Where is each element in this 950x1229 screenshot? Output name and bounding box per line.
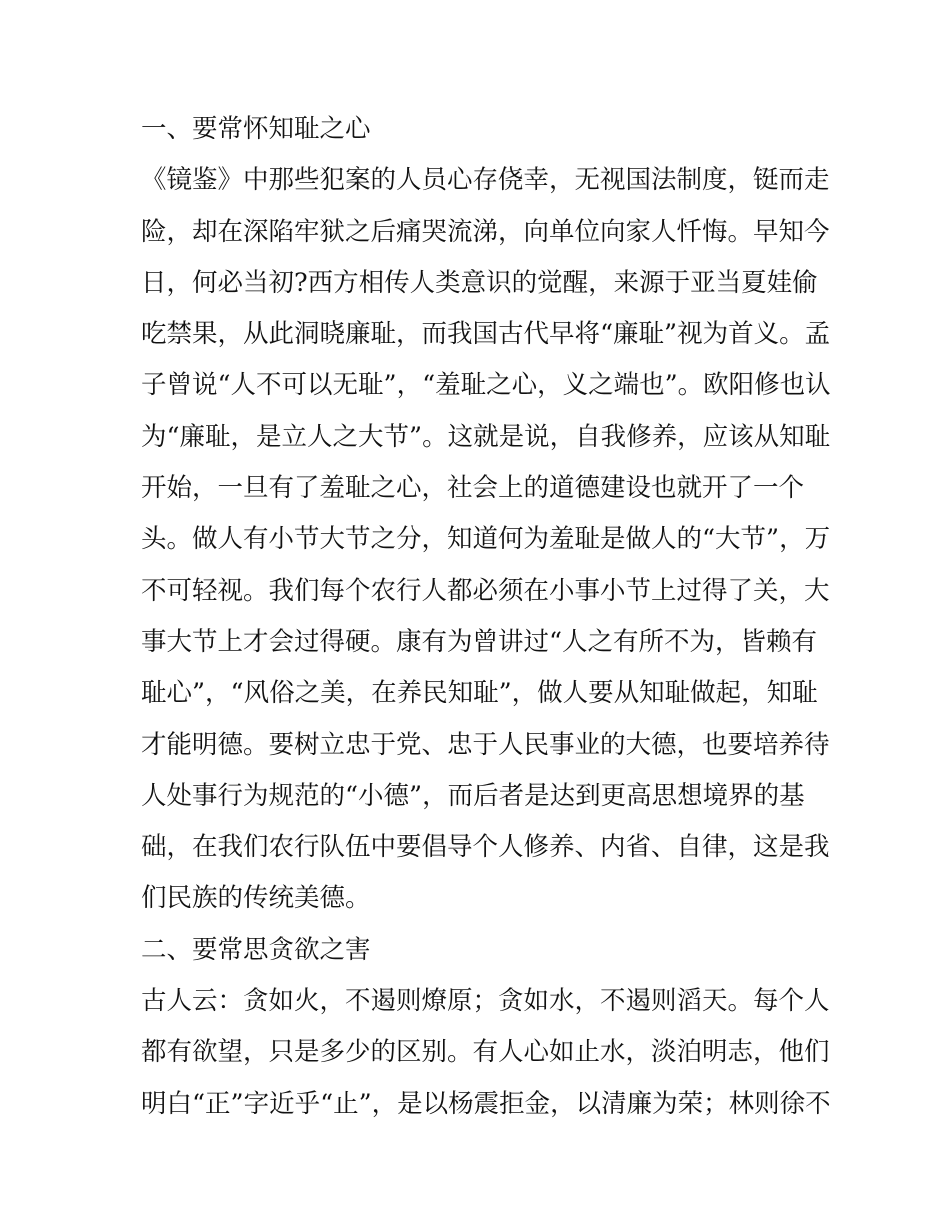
section-heading-2: 二、要常思贪欲之害 [141,934,371,965]
paragraph-line: 础，在我们农行队伍中要倡导个人修养、内省、自律，这是我 [141,832,830,863]
paragraph-line: 日，何必当初?西方相传人类意识的觉醒，来源于亚当夏娃偷 [141,267,818,298]
paragraph-line: 头。做人有小节大节之分，知道何为羞耻是做人的“大节”，万 [141,524,831,555]
paragraph-line: 开始，一旦有了羞耻之心，社会上的道德建设也就开了一个 [141,473,805,504]
paragraph-line: 不可轻视。我们每个农行人都必须在小事小节上过得了关，大 [141,575,830,606]
paragraph-line: 明白“正”字近乎“止”，是以杨震拒金，以清廉为荣；林则徐不 [141,1088,831,1119]
paragraph-line: 古人云：贪如火，不遏则燎原；贪如水，不遏则滔天。每个人 [141,986,830,1017]
paragraph-line: 为“廉耻，是立人之大节”。这就是说，自我修养，应该从知耻 [141,421,831,452]
document-page [141,104,831,1130]
paragraph-line: 《镜鉴》中那些犯案的人员心存侥幸，无视国法制度，铤而走 [141,165,830,196]
paragraph-line: 耻心”，“风俗之美，在养民知耻”，做人要从知耻做起，知耻 [141,678,818,709]
paragraph-line: 们民族的传统美德。 [141,883,371,914]
paragraph-line: 事大节上才会过得硬。康有为曾讲过“人之有所不为，皆赖有 [141,626,818,657]
paragraph-line: 吃禁果，从此洞晓廉耻，而我国古代早将“廉耻”视为首义。孟 [141,319,831,350]
paragraph-line: 才能明德。要树立忠于党、忠于人民事业的大德，也要培养待 [141,729,830,760]
section-heading-1: 一、要常怀知耻之心 [141,114,371,144]
paragraph-line: 人处事行为规范的“小德”，而后者是达到更高思想境界的基 [141,780,805,811]
paragraph-line: 险，却在深陷牢狱之后痛哭流涕，向单位向家人忏悔。早知今 [141,216,830,247]
paragraph-line: 都有欲望，只是多少的区别。有人心如止水，淡泊明志，他们 [141,1037,830,1068]
paragraph-line: 子曾说“人不可以无耻”，“羞耻之心，义之端也”。欧阳修也认 [141,370,831,401]
